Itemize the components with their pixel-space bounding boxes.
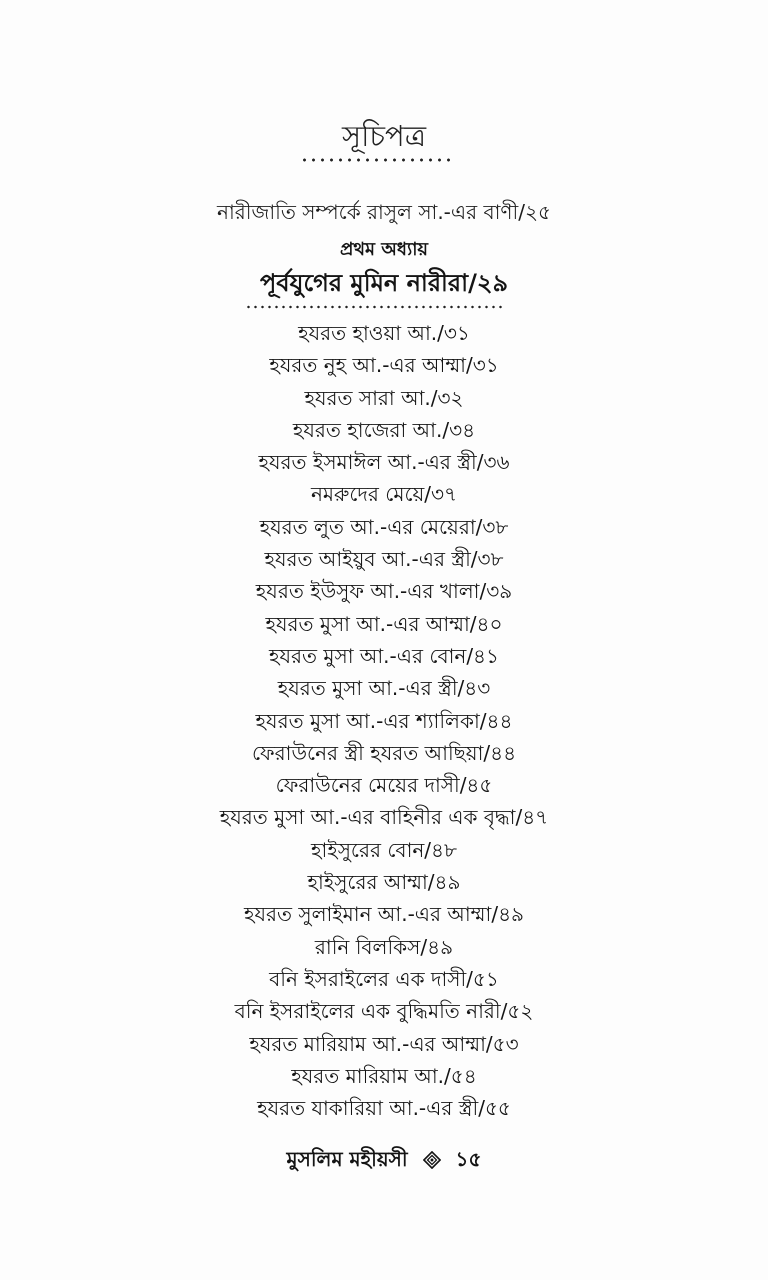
toc-entry: রানি বিলকিস/৪৯ xyxy=(314,934,454,959)
footer-book-title: মুসলিম মহীয়সী xyxy=(286,1147,408,1171)
toc-entry: বনি ইসরাইলের এক বুদ্ধিমতি নারী/৫২ xyxy=(234,999,534,1024)
toc-entry: বনি ইসরাইলের এক দাসী/৫১ xyxy=(269,966,499,991)
toc-entry: হযরত মুসা আ.-এর আম্মা/৪০ xyxy=(265,611,503,636)
toc-entry: হযরত যাকারিয়া আ.-এর স্ত্রী/৫৫ xyxy=(257,1096,511,1121)
toc-entry: হযরত মুসা আ.-এর বাহিনীর এক বৃদ্ধা/৪৭ xyxy=(219,805,549,830)
toc-entry: হযরত ইউসুফ আ.-এর খালা/৩৯ xyxy=(255,579,513,604)
chapter-label: প্রথম অধ্যায় xyxy=(339,239,429,260)
chapter-title: পূর্বযুগের মুমিন নারীরা/২৯ xyxy=(259,269,509,297)
toc-entry: ফেরাউনের স্ত্রী হযরত আছিয়া/৪৪ xyxy=(251,740,517,765)
toc-entry: ফেরাউনের মেয়ের দাসী/৪৫ xyxy=(275,773,493,798)
page-footer xyxy=(0,1144,768,1174)
toc-entry: হযরত আইয়ুব আ.-এর স্ত্রী/৩৮ xyxy=(264,547,504,572)
intro-entry: নারীজাতি সম্পর্কে রাসুল সা.-এর বাণী/২৫ xyxy=(217,200,551,224)
footer-page-number: ১৫ xyxy=(455,1147,482,1171)
contents-heading: সূচিপত্র xyxy=(341,119,427,153)
toc-list xyxy=(0,317,768,1124)
toc-entry: হযরত সারা আ./৩২ xyxy=(304,385,464,410)
toc-entry: হযরত হাজেরা আ./৩৪ xyxy=(292,417,476,442)
toc-entry: হযরত মুসা আ.-এর শ্যালিকা/৪৪ xyxy=(255,708,513,733)
toc-entry: হযরত মারিয়াম আ./৫৪ xyxy=(291,1063,477,1088)
toc-entry: হযরত লুত আ.-এর মেয়েরা/৩৮ xyxy=(259,514,509,539)
diamond-ornament-icon xyxy=(423,1151,441,1169)
toc-entry: হাইসুরের বোন/৪৮ xyxy=(311,837,457,862)
toc-entry: হযরত সুলাইমান আ.-এর আম্মা/৪৯ xyxy=(243,902,525,927)
toc-entry: হযরত মুসা আ.-এর বোন/৪১ xyxy=(268,643,500,668)
toc-entry: হযরত মারিয়াম আ.-এর আম্মা/৫৩ xyxy=(249,1031,519,1056)
toc-entry: হযরত মুসা আ.-এর স্ত্রী/৪৩ xyxy=(277,676,491,701)
toc-entry: হযরত নুহ আ.-এর আম্মা/৩১ xyxy=(269,353,499,378)
chapter-dotted-divider xyxy=(245,303,505,311)
toc-entry: হযরত হাওয়া আ./৩১ xyxy=(298,321,470,345)
heading-dotted-divider xyxy=(300,155,450,165)
toc-entry: নমরুদের মেয়ে/৩৭ xyxy=(310,482,458,507)
toc-entry: হযরত ইসমাঈল আ.-এর স্ত্রী/৩৬ xyxy=(258,450,510,475)
toc-entry: হাইসুরের আম্মা/৪৯ xyxy=(307,870,461,895)
